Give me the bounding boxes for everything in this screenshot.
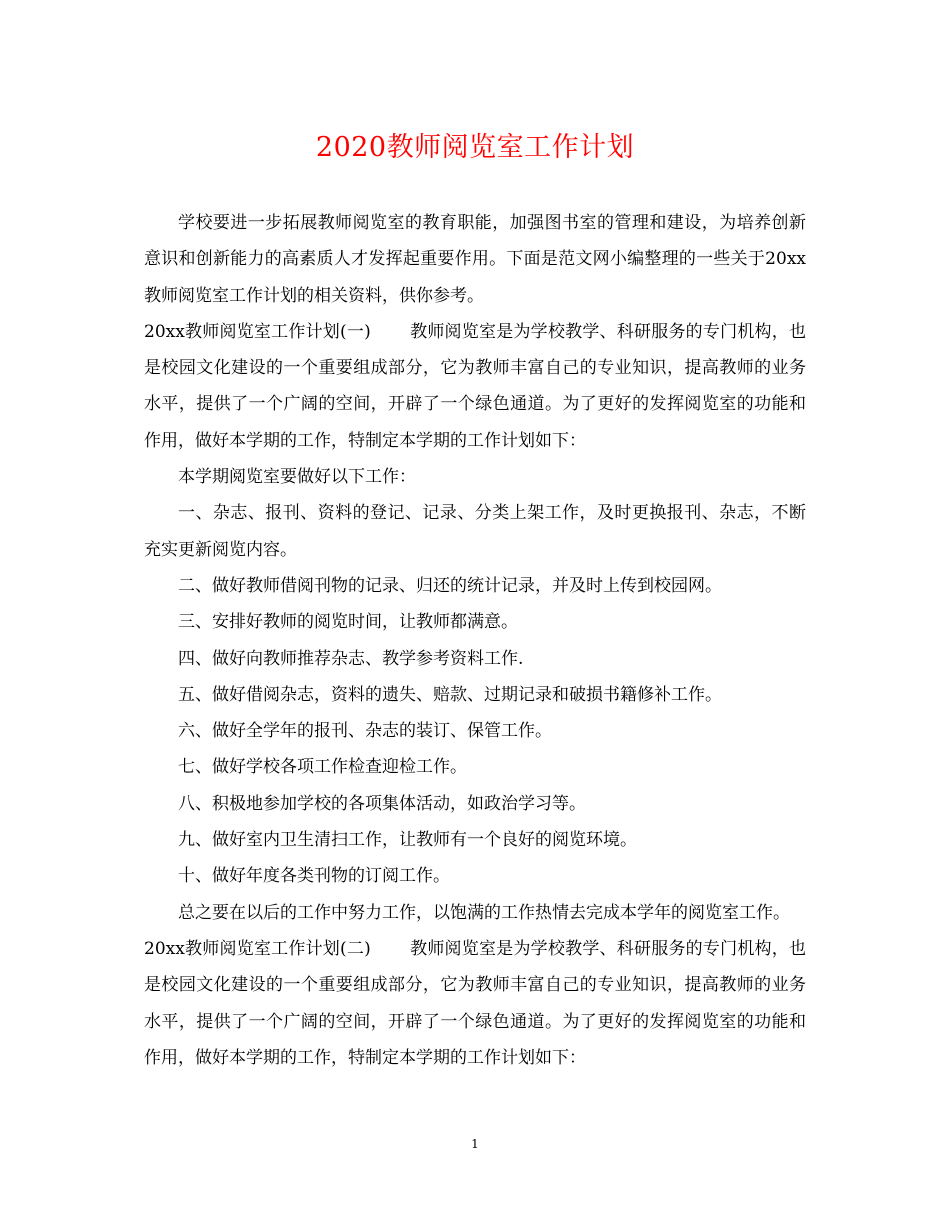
paragraph: 一、杂志、报刊、资料的登记、记录、分类上架工作，及时更换报刊、杂志，不断充实更新阅览内容。 [144, 503, 806, 560]
paragraph: 总之要在以后的工作中努力工作，以饱满的工作热情去完成本学年的阅览室工作。 [178, 902, 790, 923]
document-body [144, 205, 806, 1076]
paragraph: 八、积极地参加学校的各项集体活动，如政治学习等。 [178, 793, 586, 814]
paragraph: 七、做好学校各项工作检查迎检工作。 [178, 757, 467, 778]
paragraph: 四、做好向教师推荐杂志、教学参考资料工作. [178, 648, 524, 669]
paragraph: 六、做好全学年的报刊、杂志的装订、保管工作。 [178, 721, 552, 742]
paragraph: 五、做好借阅杂志，资料的遗失、赔款、过期记录和破损书籍修补工作。 [178, 684, 722, 705]
paragraph: 本学期阅览室要做好以下工作： [178, 467, 416, 488]
paragraph: 20xx教师阅览室工作计划(二) 教师阅览室是为学校教学、科研服务的专门机构，也是校园文化建设的一个重要组成部分，它为教师丰富自己的专业知识，提高教师的业务水平，提供了一个广阔的空间，开辟了一个绿色通道。为了更好的发挥阅览室的功能和作用，做好本学期的工作，特制定本学期的工作计划如下： [144, 938, 806, 1068]
paragraph: 二、做好教师借阅刊物的记录、归还的统计记录，并及时上传到校园网。 [178, 575, 722, 596]
document-title: 2020教师阅览室工作计划 [315, 132, 635, 163]
paragraph: 20xx教师阅览室工作计划(一) 教师阅览室是为学校教学、科研服务的专门机构，也是校园文化建设的一个重要组成部分，它为教师丰富自己的专业知识，提高教师的业务水平，提供了一个广阔的空间，开辟了一个绿色通道。为了更好的发挥阅览室的功能和作用，做好本学期的工作，特制定本学期的工作计划如下： [144, 321, 806, 451]
paragraph: 九、做好室内卫生清扫工作，让教师有一个良好的阅览环境。 [178, 830, 637, 851]
paragraph: 三、安排好教师的阅览时间，让教师都满意。 [178, 612, 518, 633]
paragraph: 十、做好年度各类刊物的订阅工作。 [178, 866, 450, 887]
page-number: 1 [471, 1137, 479, 1151]
paragraph: 学校要进一步拓展教师阅览室的教育职能，加强图书室的管理和建设，为培养创新意识和创新能力的高素质人才发挥起重要作用。下面是范文网小编整理的一些关于20xx教师阅览室工作计划的相关资料，供你参考。 [144, 213, 806, 306]
